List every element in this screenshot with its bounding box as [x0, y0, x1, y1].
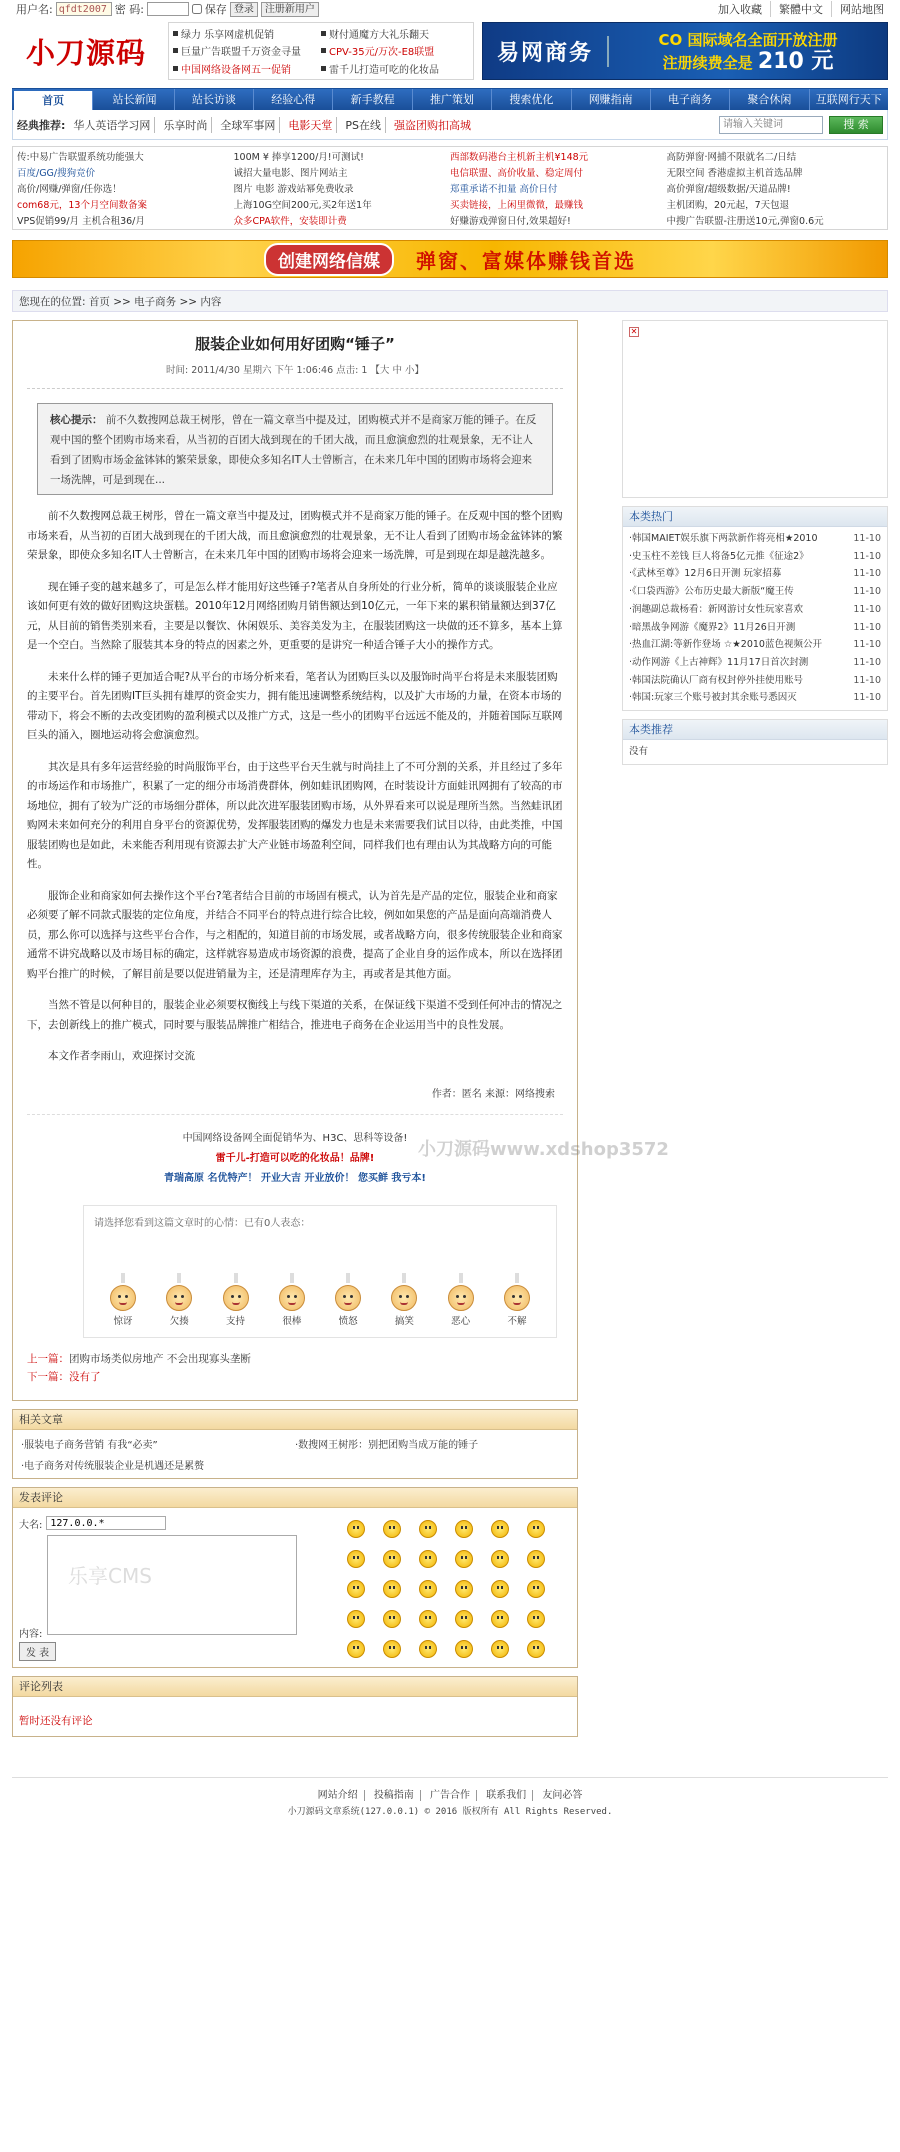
mood-face-icon[interactable]: [279, 1285, 305, 1311]
mood-count-bar: [346, 1273, 350, 1283]
hot-article-item[interactable]: [629, 565, 881, 583]
mood-label: 欠揍: [169, 1315, 189, 1327]
main-column: [12, 320, 578, 1737]
next-article-link[interactable]: 没有了: [69, 1370, 101, 1383]
mood-option[interactable]: [325, 1273, 371, 1327]
mood-face-icon[interactable]: [223, 1285, 249, 1311]
smiley-icon[interactable]: [527, 1610, 545, 1628]
recommend-link[interactable]: 强盗团购扣高城: [394, 118, 472, 132]
recommended-articles: [622, 719, 888, 765]
ad-link[interactable]: 高价/网赚/弹窗/任你选！: [17, 184, 122, 195]
hot-article-item[interactable]: [629, 583, 881, 601]
comment-form-title: 发表评论: [13, 1488, 577, 1508]
banner-brand: 易网商务: [483, 36, 609, 67]
related-title: 相关文章: [13, 1410, 577, 1430]
comment-form: [19, 1516, 329, 1661]
ad-link[interactable]: 主机团购，20元起，7天包退: [666, 200, 790, 211]
recommend-label: 经典推荐:: [17, 118, 66, 132]
smiley-icon[interactable]: [347, 1610, 365, 1628]
banner-right-text: 弹窗、富媒体赚钱首选: [416, 248, 636, 273]
article-paragraph: 其次是具有多年运营经验的时尚服饰平台，由于这些平台天生就与时尚挂上了不可分割的关系，并且经过了多年的市场运作和市场推广，积累了一定的细分市场消费群体，例如蛙讯团购网，在时装设计方面蛙讯网拥有了较高的市场地位，拥有了较为广泛的市场细分群体，所以此次进军服装团购市场，从外界看来可以说是理所当然。当然蛙讯团购网未来如何充分的利用自身平台的资源优势，发挥服装团购的爆发力也是未来需要我们试目以待，由此类推，中国服装团购也是如此，未来能否利用现有资源去扩大产业链市场盈利空间，同样我们也有理由认为其战略方向的可能性。: [27, 760, 563, 870]
ad-link[interactable]: 无限空间 香港虚拟主机首选品牌: [666, 168, 803, 179]
hot-article-title[interactable]: ·动作网游《上古神辉》11月17日首次封测: [629, 656, 809, 668]
article-paragraph: 未来什么样的锤子更加适合呢?从平台的市场分析来看，笔者认为团购巨头以及服饰时尚平台将是未来服装团购的主要平台。首先团购IT巨头拥有雄厚的资金实力，拥有能迅速调整系统结构，以及扩大市场的力量，在资本市场的带动下，将会不断的去改变团购的盈利模式以及推广方式，这是一些小的团购平台远远不能及的，并随着国际互联网巨头的涌入，圈地运动将会愈演愈烈。: [27, 670, 563, 741]
save-checkbox[interactable]: [192, 4, 202, 14]
smiley-icon[interactable]: [419, 1610, 437, 1628]
smiley-icon[interactable]: [383, 1580, 401, 1598]
article-paragraph: 本文作者李雨山，欢迎探讨交流: [48, 1050, 195, 1062]
mood-option[interactable]: [213, 1273, 259, 1327]
mood-label: 很棒: [282, 1315, 302, 1327]
ad-link[interactable]: 好赚游戏弹窗日付,效果超好!: [450, 216, 571, 227]
smiley-icon[interactable]: [455, 1640, 473, 1658]
hot-article-title[interactable]: ·韩国法院确认厂商有权封停外挂使用账号: [629, 674, 804, 686]
copyright: 小刀源码文章系统(127.0.0.1) © 2016 版权所有 All Rights Reserved.: [287, 1806, 613, 1817]
hot-article-item[interactable]: [629, 530, 881, 548]
hot-article-title[interactable]: ·热血江湖:等新作登场 ☆★2010蓝色视频公开: [629, 639, 822, 651]
password-label: 密 码:: [114, 3, 144, 16]
save-label: 保存: [204, 3, 227, 16]
hot-article-item[interactable]: [629, 654, 881, 672]
top-links: [718, 1, 884, 17]
nav-item[interactable]: 网赚指南: [572, 89, 651, 110]
recommend-empty: 没有: [629, 746, 649, 758]
ad-link[interactable]: 100M ¥ 捧享1200/月!可测试!: [233, 152, 364, 163]
mood-label: 支持: [226, 1315, 246, 1327]
hot-article-title[interactable]: ·《口袋西游》公布历史最大新版“魔王传: [629, 586, 794, 598]
ad-line[interactable]: 雷千儿-打造可以吃的化妆品！品牌!: [215, 1152, 375, 1164]
mood-option[interactable]: [494, 1273, 540, 1327]
promo-link[interactable]: 绿力 乐享网虚机促销: [173, 25, 321, 42]
smiley-icon[interactable]: [383, 1640, 401, 1658]
promo-link[interactable]: CPV-35元/万次-E8联盟: [321, 43, 469, 60]
sitemap-link[interactable]: 网站地图: [831, 1, 884, 17]
mood-face-icon[interactable]: [335, 1285, 361, 1311]
hot-article-date: 11-10: [853, 621, 881, 633]
promo-link[interactable]: 雷千儿打造可吃的化妆品: [321, 60, 469, 77]
mood-vote: [83, 1205, 557, 1338]
mood-label: 搞笑: [394, 1315, 414, 1327]
header-ad-banner[interactable]: [482, 22, 888, 80]
mood-count-bar: [290, 1273, 294, 1283]
smiley-icon[interactable]: [491, 1580, 509, 1598]
hot-article-title[interactable]: ·润趣副总裁杨看：新网游讨女性玩家喜欢: [629, 603, 804, 615]
summary-text: 前不久数搜网总裁王树彤，曾在一篇文章当中提及过，团购模式并不是商家万能的锤子。在反观中国的整个团购市场来看，从当初的百团大战到现在的千团大战，而且愈演愈烈的壮观景象，无不让人看到了团购市场金盆钵钵的繁荣景象，即使众多知名IT人士曾断言，在未来几年中国的团购市场将会迎来一场洗牌，可是到现在...: [50, 414, 537, 486]
nav-item[interactable]: 经验心得: [254, 89, 333, 110]
article-ad-text: [27, 1114, 563, 1189]
article: [12, 320, 578, 1401]
breadcrumb: 您现在的位置: 首页 >> 电子商务 >> 内容: [12, 290, 888, 312]
banner-text: CO 国际域名全面开放注册 注册续费全是 210 元: [658, 30, 838, 74]
hot-article-title[interactable]: ·史玉柱不差钱 巨人将备5亿元推《征途2》: [629, 550, 809, 562]
comment-list: [12, 1676, 578, 1737]
article-paragraph: 前不久数搜网总裁王树彤，曾在一篇文章当中提及过，团购模式并不是商家万能的锤子。在反观中国的整个团购市场来看，从当初的百团大战到现在的千团大战，而且愈演愈烈的壮观景象，无不让人看到了团购市场金盆钵钵的繁荣景象，即使众多知名IT人士曾断言，在未来几年中国的团购市场将会迎来一场洗牌，可是到现在却是越洗越多。: [27, 510, 563, 561]
ad-link[interactable]: 传:中易广告联盟系统功能强大: [17, 152, 144, 163]
hot-article-date: 11-10: [853, 692, 881, 704]
recommend-bar: [12, 110, 888, 140]
hot-list: [623, 527, 887, 710]
mood-count-bar: [234, 1273, 238, 1283]
traditional-chinese-link[interactable]: 繁體中文: [770, 1, 823, 17]
smiley-icon[interactable]: [527, 1580, 545, 1598]
ad-link[interactable]: 高价弹窗/超级数据/天道品牌!: [666, 184, 791, 195]
smiley-icon[interactable]: [491, 1520, 509, 1538]
smiley-icon[interactable]: [347, 1550, 365, 1568]
smiley-icon[interactable]: [383, 1520, 401, 1538]
ad-link[interactable]: 百度/GG/搜狗竞价: [17, 168, 96, 179]
promo-link[interactable]: 中国网络设备网五一促销: [173, 60, 321, 77]
hot-article-date: 11-10: [853, 674, 881, 686]
smiley-icon[interactable]: [527, 1640, 545, 1658]
name-input[interactable]: [46, 1516, 166, 1530]
smiley-icon[interactable]: [527, 1550, 545, 1568]
ad-line[interactable]: 青瑞高原 名优特产！ 开业大吉 开业放价！ 您买鲜 我亏本!: [164, 1172, 426, 1184]
mood-label: 恶心: [451, 1315, 471, 1327]
mood-option[interactable]: [438, 1273, 484, 1327]
hot-article-title[interactable]: ·暗黑战争网游《魔界2》11月26日开测: [629, 621, 796, 633]
mood-title: 请选择您看到这篇文章时的心情：已有0人表态：: [94, 1217, 311, 1229]
ad-link[interactable]: com68元，13个月空间数备案: [17, 200, 147, 211]
add-favorite-link[interactable]: 加入收藏: [718, 3, 762, 16]
smiley-icon[interactable]: [419, 1550, 437, 1568]
comment-textarea[interactable]: [47, 1535, 297, 1635]
hot-article-item[interactable]: [629, 619, 881, 637]
nav-item[interactable]: 互联网行天下: [815, 93, 882, 106]
mood-count-bar: [177, 1273, 181, 1283]
footer-link[interactable]: 投稿指南: [368, 1790, 421, 1801]
hot-article-date: 11-10: [853, 656, 881, 668]
related-link[interactable]: ·电子商务对传统服装企业是机遇还是累赘: [21, 1460, 205, 1472]
mood-count-bar: [515, 1273, 519, 1283]
smiley-icon[interactable]: [419, 1520, 437, 1538]
hot-title: 本类热门: [623, 507, 887, 527]
footer-link[interactable]: 广告合作: [424, 1790, 477, 1801]
hot-article-title[interactable]: ·《武林至尊》12月6日开测 玩家招募: [629, 568, 782, 580]
nav-item[interactable]: 推广策划: [413, 89, 492, 110]
comment-empty-text: 暂时还没有评论: [19, 1714, 93, 1727]
wide-ad-banner[interactable]: [12, 240, 888, 278]
site-logo[interactable]: 小刀源码: [25, 35, 146, 70]
footer: [12, 1777, 888, 1820]
smiley-picker: [347, 1520, 549, 1661]
ad-link[interactable]: 买卖链接，上闲里微微，最赚钱: [450, 200, 584, 211]
header: [12, 20, 888, 82]
hot-article-date: 11-10: [853, 568, 881, 580]
article-summary: [37, 403, 553, 495]
footer-link[interactable]: 友问必答: [542, 1789, 583, 1801]
recommend-link[interactable]: 电影天堂: [284, 117, 337, 133]
ad-link[interactable]: 郑重承诺不扣量 高价日付: [450, 184, 558, 195]
sidebar: [622, 320, 888, 1737]
smiley-icon[interactable]: [347, 1640, 365, 1658]
hot-articles: [622, 506, 888, 711]
hot-article-date: 11-10: [853, 550, 881, 562]
related-link[interactable]: ·服装电子商务营销 有我“必卖”: [21, 1439, 158, 1451]
smiley-icon[interactable]: [491, 1550, 509, 1568]
search-input[interactable]: [719, 116, 823, 134]
hot-article-item[interactable]: [629, 689, 881, 707]
mood-face-icon[interactable]: [166, 1285, 192, 1311]
promo-link[interactable]: 巨量广告联盟千万资金寻量: [173, 43, 321, 60]
hot-article-item[interactable]: [629, 548, 881, 566]
recommend-link[interactable]: PS在线: [341, 117, 386, 133]
recommend-link[interactable]: 乐享时尚: [159, 117, 212, 133]
prev-next-links: [27, 1350, 563, 1386]
recommend-link[interactable]: 全球军事网: [216, 117, 280, 133]
nav-item[interactable]: 站长访谈: [175, 89, 254, 110]
close-icon[interactable]: ✕: [630, 327, 638, 336]
article-meta: 时间: 2011/4/30 星期六 下午 1:06:46 点击: 1 【大 中 小】: [27, 362, 563, 389]
mood-face-icon[interactable]: [110, 1285, 136, 1311]
content-label: 内容:: [19, 1628, 43, 1640]
article-title: 服装企业如何用好团购“锤子”: [195, 335, 395, 353]
article-paragraph: 现在锤子变的越来越多了，可是怎么样才能用好这些锤子?笔者从自身所处的行业分析，简单的谈谈服装企业应该如何更有效的做好团购这块蛋糕。2010年12月网络团购月销售额达到10亿元，一年下来的累积销量额达到37亿元，从目前的销售类别来看，主要是以餐饮、休闲娱乐、美容美发为主，在服装团购这一块做的还不算多，基本上算是一个空白。当然除了服装其本身的特点的因素之外，更重要的是讲究一种适合锤子大小的操作方式。: [27, 580, 563, 651]
mood-count-bar: [459, 1273, 463, 1283]
hot-article-date: 11-10: [853, 586, 881, 598]
smiley-icon[interactable]: [419, 1580, 437, 1598]
ad-line[interactable]: 中国网络设备网全面促销华为、H3C、思科等设备!: [182, 1132, 408, 1144]
ad-link[interactable]: 中搜广告联盟-注册送10元,弹窗0.6元: [666, 216, 824, 227]
search-area: [719, 116, 883, 134]
mood-face-icon[interactable]: [504, 1285, 530, 1311]
name-label: 大名:: [19, 1519, 43, 1531]
nav-home[interactable]: 首页: [14, 91, 93, 110]
hot-article-item[interactable]: [629, 601, 881, 619]
ad-link[interactable]: 诚招大量电影、图片网站主: [233, 168, 348, 179]
hot-article-title[interactable]: ·韩国:玩家三个账号被封其余账号悉因灭: [629, 692, 797, 704]
password-input[interactable]: [147, 2, 189, 16]
mood-option[interactable]: [269, 1273, 315, 1327]
mood-label: 不解: [507, 1315, 527, 1327]
submit-comment-button[interactable]: 发 表: [19, 1642, 56, 1661]
ad-link[interactable]: 西部数码港台主机新主机¥148元: [450, 152, 589, 163]
smiley-icon[interactable]: [419, 1640, 437, 1658]
footer-link[interactable]: 联系我们: [480, 1790, 533, 1801]
summary-label: 核心提示：: [50, 414, 103, 426]
related-link[interactable]: ·数搜网王树彤：别把团购当成万能的锤子: [295, 1439, 479, 1451]
search-button[interactable]: 搜 索: [829, 116, 883, 134]
login-button[interactable]: 登录: [230, 2, 258, 17]
smiley-icon[interactable]: [347, 1520, 365, 1538]
mood-options: [94, 1273, 546, 1327]
top-bar: [12, 0, 888, 18]
hot-article-date: 11-10: [853, 639, 881, 651]
mood-face-icon[interactable]: [391, 1285, 417, 1311]
nav-item[interactable]: 电子商务: [651, 89, 730, 110]
username-input[interactable]: [56, 2, 112, 16]
footer-links: [12, 1788, 888, 1804]
hot-article-date: 11-10: [853, 603, 881, 615]
hot-article-title[interactable]: ·韩国MAIET娱乐旗下两款新作将亮相★2010: [629, 533, 818, 544]
smiley-icon[interactable]: [527, 1520, 545, 1538]
text-ad-grid: [12, 146, 888, 230]
username-label: 用户名:: [16, 3, 53, 16]
ad-link[interactable]: 图片 电影 游戏站幂免费收录: [233, 184, 354, 195]
smiley-icon[interactable]: [455, 1580, 473, 1598]
smiley-icon[interactable]: [347, 1580, 365, 1598]
nav-item[interactable]: 聚合休闲: [730, 89, 809, 110]
article-paragraph: 当然不管是以何种目的，服装企业必须要权衡线上与线下渠道的关系，在保证线下渠道不受到任何冲击的情况之下，去创新线上的推广模式，同时要与服装品牌推广相结合，推进电子商务在企业运用当中的良性发展。: [27, 999, 563, 1031]
hot-article-item[interactable]: [629, 636, 881, 654]
nav-item[interactable]: 搜索优化: [492, 89, 571, 110]
smiley-icon[interactable]: [455, 1520, 473, 1538]
footer-link[interactable]: 网站介绍: [312, 1790, 365, 1801]
mood-count-bar: [402, 1273, 406, 1283]
next-label: 下一篇：: [27, 1370, 69, 1383]
ad-link[interactable]: VPS促销99/月 主机合租36/月: [17, 216, 145, 227]
smiley-icon[interactable]: [491, 1610, 509, 1628]
prev-label: 上一篇：: [27, 1352, 69, 1365]
smiley-icon[interactable]: [383, 1610, 401, 1628]
prev-article-link[interactable]: 团购市场类似房地产 不会出现寡头垄断: [69, 1352, 251, 1365]
ad-link[interactable]: 高防弹窗·网捕不限就名二/日结: [666, 152, 797, 163]
smiley-icon[interactable]: [455, 1610, 473, 1628]
watermark-text: 小刀源码www.xdshop3572: [418, 1139, 669, 1160]
hot-article-date: 11-10: [853, 533, 881, 544]
related-articles: [12, 1409, 578, 1479]
promo-link[interactable]: 财付通魔方大礼乐翻天: [321, 25, 469, 42]
mood-option[interactable]: [381, 1273, 427, 1327]
smiley-icon[interactable]: [491, 1640, 509, 1658]
ad-link[interactable]: 众多CPA软件，安装即计费: [233, 216, 347, 227]
mood-label: 惊讶: [113, 1315, 133, 1327]
mood-option[interactable]: [100, 1273, 146, 1327]
mood-option[interactable]: [156, 1273, 202, 1327]
ad-link[interactable]: 电信联盟、高价收量、稳定周付: [450, 168, 584, 179]
main-nav: [12, 88, 888, 110]
register-button[interactable]: 注册新用户: [261, 2, 319, 17]
comment-list-title: 评论列表: [13, 1677, 577, 1697]
sidebar-ad-slot[interactable]: [622, 320, 888, 498]
mood-label: 愤怒: [338, 1315, 358, 1327]
article-paragraph: 服饰企业和商家如何去操作这个平台?笔者结合目前的市场固有模式，认为首先是产品的定位，服装企业和商家必须要了解不同款式服装的定位角度，并结合不同平台的特点进行综合比较，例如如果您的产品是面向高端消费人员，那么你可以选择与这些平台合作，与之相配的，知道目前的市场发展，或者战略方向，很多传统服装企业和商家通常不讲究战略以及市场目标的确定，这样就容易造成市场资源的浪费，提高了企业自身的运作成本，所以在选择团购平台推广的时候，了解目前是要以促进销量为主，还是清理库存为主，再或者是其他方面。: [27, 889, 563, 980]
hot-article-item[interactable]: [629, 672, 881, 690]
mood-face-icon[interactable]: [448, 1285, 474, 1311]
mood-count-bar: [121, 1273, 125, 1283]
banner-left-text: 创建网络信媒: [264, 243, 394, 276]
promo-links: [168, 22, 474, 80]
ad-link[interactable]: 上海10G空间200元,买2年送1年: [233, 200, 372, 211]
smiley-icon[interactable]: [383, 1550, 401, 1568]
recommend-title: 本类推荐: [623, 720, 887, 740]
comment-form-box: [12, 1487, 578, 1668]
login-form: [16, 1, 319, 17]
nav-item[interactable]: 站长新闻: [95, 89, 174, 110]
nav-item[interactable]: 新手教程: [333, 89, 412, 110]
recommend-link[interactable]: 华人英语学习网: [69, 117, 155, 133]
article-author: 作者：匿名 来源：网络搜索: [431, 1088, 555, 1100]
smiley-icon[interactable]: [455, 1550, 473, 1568]
